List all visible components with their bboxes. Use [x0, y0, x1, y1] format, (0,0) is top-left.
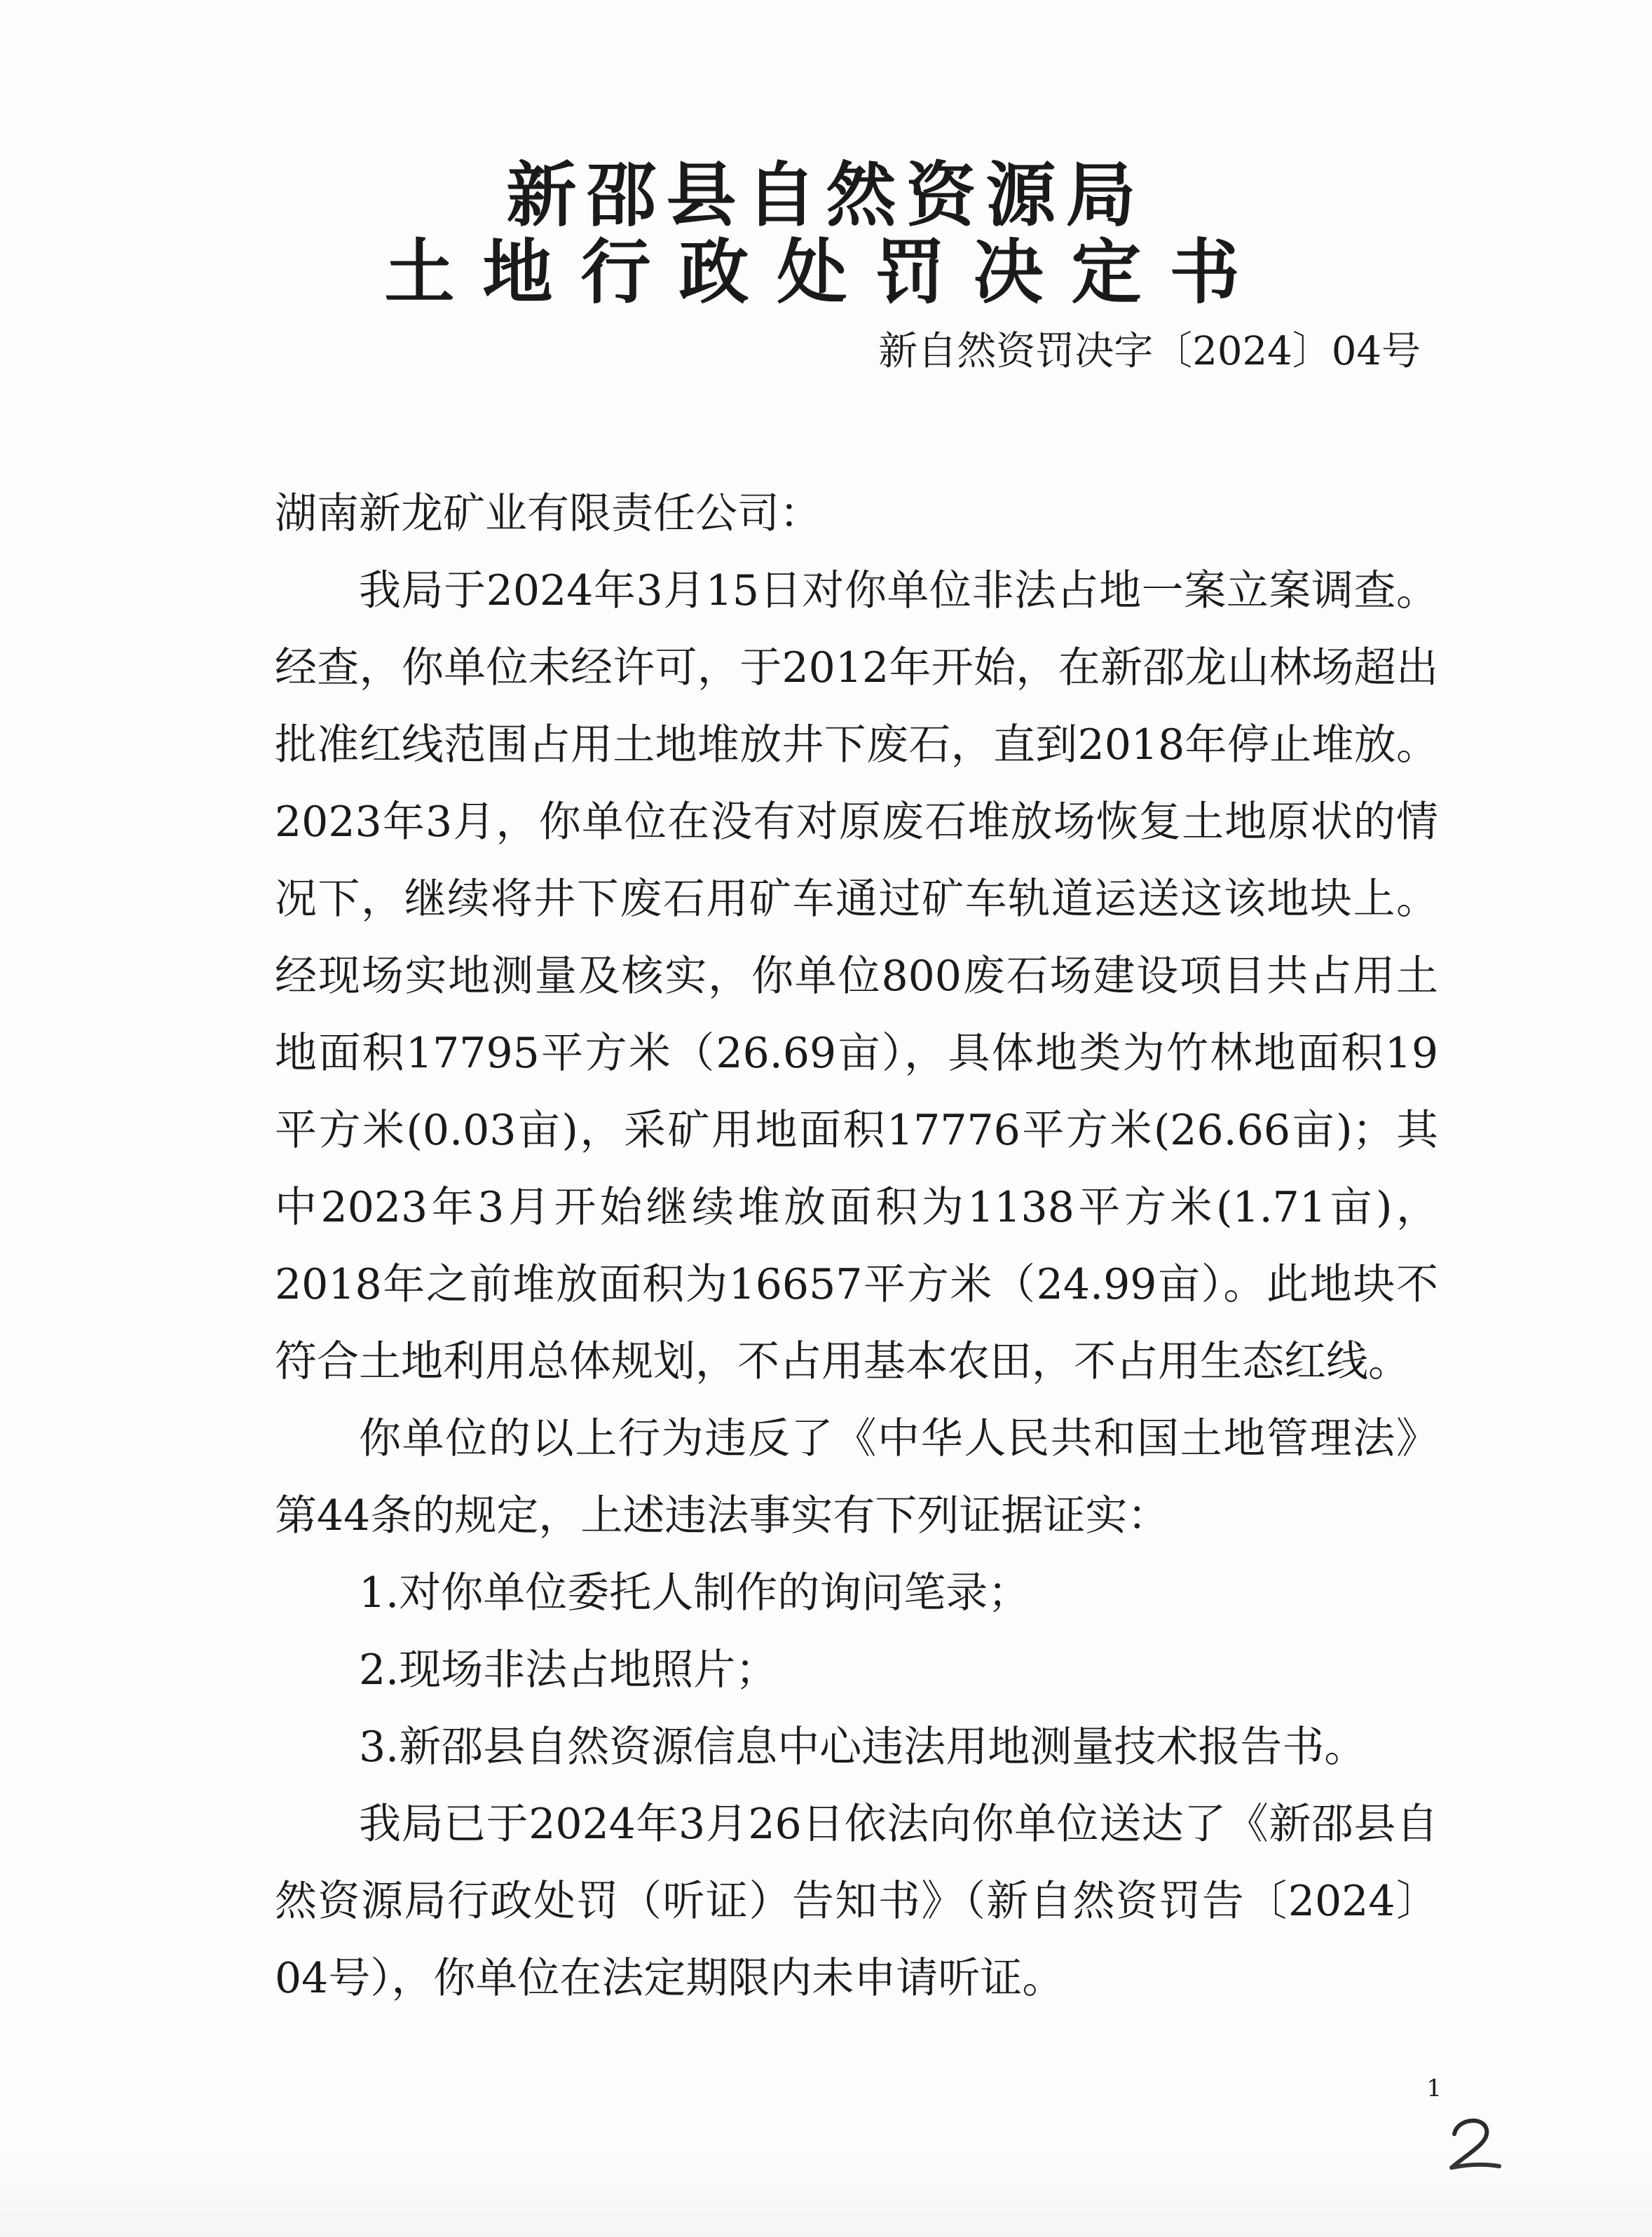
document-body: [275, 475, 1438, 2017]
addressee: 湖南新龙矿业有限责任公司：: [275, 489, 821, 538]
page-number: 1: [1426, 2074, 1442, 2102]
document-title: 土地行政处罚决定书: [384, 231, 1268, 313]
paragraph-violation: 你单位的以上行为违反了《中华人民共和国土地管理法》第44条的规定，上述违法事实有下列证据证实：: [275, 1414, 1438, 1540]
paragraph-facts: 我局于2024年3月15日对你单位非法占地一案立案调查。经查，你单位未经许可，于2012年开始，在新邵龙山林场超出批准红线范围占用土地堆放井下废石，直到2018年停止堆放。2023年3月，你单位在没有对原废石堆放场恢复土地原状的情况下，继续将井下废石用矿车通过矿车轨道运送这该地块上。经现场实地测量及核实，你单位800废石场建设项目共占用土地面积17795平方米（26.69亩），具体地类为竹林地面积19平方米(0.03亩)，采矿用地面积17776平方米(26.66亩)；其中2023年3月开始继续堆放面积为1138平方米(1.71亩)，2018年之前堆放面积为16657平方米（24.99亩）。此地块不符合土地利用总体规划，不占用基本农田，不占用生态红线。: [275, 566, 1438, 1386]
evidence-item-2: 2.现场非法占地照片；: [359, 1646, 778, 1695]
paragraph-notice: 我局已于2024年3月26日依法向你单位送达了《新邵县自然资源局行政处罚（听证）告知书》（新自然资罚告〔2024〕04号），你单位在法定期限内未申请听证。: [275, 1800, 1438, 2003]
issuer-title: 新邵县自然资源局: [506, 153, 1146, 236]
evidence-item-3: 3.新邵县自然资源信息中心违法用地测量技术报告书。: [359, 1723, 1367, 1772]
evidence-item-1: 1.对你单位委托人制作的询问笔录；: [359, 1568, 1030, 1617]
document-number: 新自然资罚决字〔2024〕04号: [878, 329, 1421, 374]
scan-shadow: [0, 2153, 1652, 2237]
